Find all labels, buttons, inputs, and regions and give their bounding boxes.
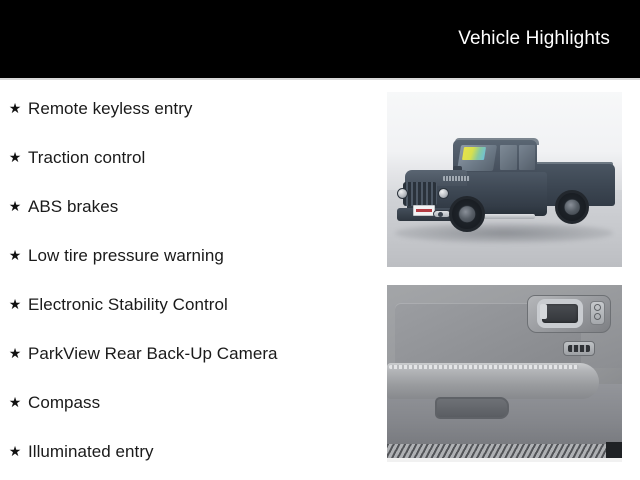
star-icon: ★ [8, 100, 22, 116]
front-wheel [449, 196, 485, 232]
star-icon: ★ [8, 443, 22, 459]
highlight-label: Traction control [28, 148, 146, 167]
running-board [481, 214, 535, 219]
star-icon: ★ [8, 345, 22, 361]
list-item [0, 329, 380, 378]
rear-side-window [519, 145, 535, 170]
star-icon: ★ [8, 198, 22, 214]
rear-wheel [555, 190, 589, 224]
highlight-label: Low tire pressure warning [28, 246, 224, 265]
header-divider [0, 78, 640, 80]
list-item [0, 84, 380, 133]
highlight-label: ParkView Rear Back-Up Camera [28, 344, 278, 363]
door-sill-plate [387, 444, 622, 458]
highlight-label: Remote keyless entry [28, 99, 193, 118]
vehicle-exterior-photo[interactable] [387, 92, 622, 267]
list-item [0, 427, 380, 476]
seven-slot-grille [403, 182, 437, 206]
jeep-gladiator-illustration [397, 128, 615, 246]
highlight-label: Compass [28, 393, 101, 412]
hood-badge [443, 176, 470, 181]
headlight-right-icon [438, 188, 449, 199]
vehicle-highlights-list [0, 84, 380, 476]
door-lock-switch [540, 304, 547, 319]
star-icon: ★ [8, 394, 22, 410]
header-bar [0, 0, 640, 78]
list-item [0, 182, 380, 231]
armrest-stitching [389, 365, 579, 369]
headlight-left-icon [397, 188, 408, 199]
door-sill-highlight [387, 458, 622, 462]
star-icon: ★ [8, 247, 22, 263]
license-plate [413, 205, 435, 216]
vehicle-interior-photo[interactable] [387, 285, 622, 462]
star-icon: ★ [8, 296, 22, 312]
highlight-label: Illuminated entry [28, 442, 154, 461]
list-item [0, 133, 380, 182]
list-item [0, 378, 380, 427]
star-icon: ★ [8, 149, 22, 165]
highlight-label: ABS brakes [28, 197, 119, 216]
windshield-sticker [462, 147, 486, 160]
door-lock-buttons [590, 301, 605, 325]
front-side-window [500, 145, 517, 170]
highlight-label: Electronic Stability Control [28, 295, 228, 314]
window-switch [563, 341, 595, 356]
page-title: Vehicle Highlights [458, 28, 610, 49]
list-item [0, 231, 380, 280]
door-corner-shadow [606, 442, 622, 458]
list-item [0, 280, 380, 329]
door-pull-handle [435, 397, 509, 419]
